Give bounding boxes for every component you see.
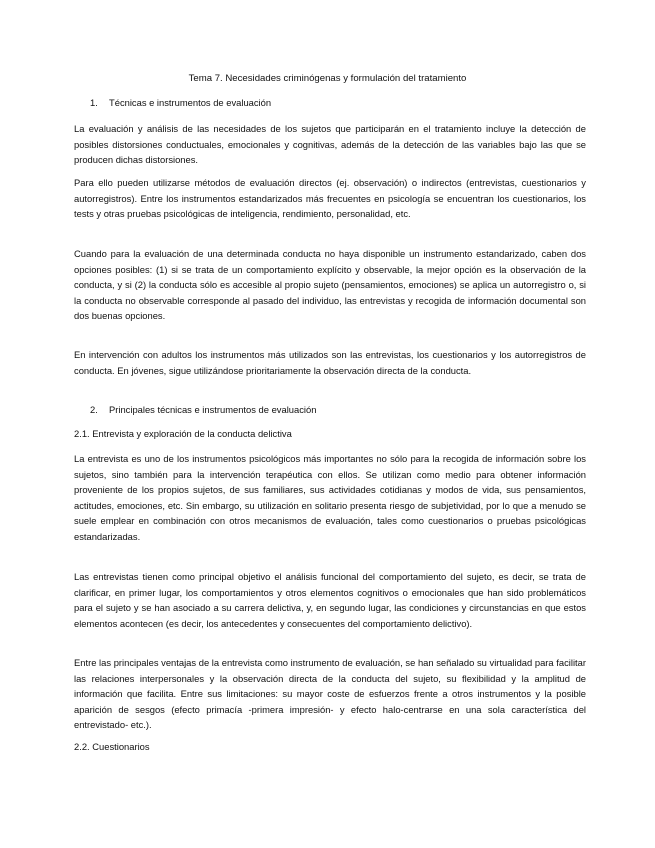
paragraph: La entrevista es uno de los instrumentos psicológicos más importantes no sólo para la recogida de información sobre los sujetos, sino también para la intervención terapéutica con ellos. Se utilizan como medio para obtener información proveniente de los propios sujetos, de sus familiares, sus actividades cotidianas y modos de vida, sus pensamientos, actitudes, emociones, etc. Sin embargo, su utilización en solitario presenta riesgo de subjetividad, por lo que a menudo se suele emplear en combinación con otros mecanismos de evaluación, tales como cuestionarios o pruebas psicológicas estandarizadas. xyxy=(74,453,586,542)
section-heading-2 xyxy=(90,404,316,415)
paragraph: En intervención con adultos los instrumentos más utilizados son las entrevistas, los cuestionarios y los autorregistros de conducta. En jóvenes, sigue utilizándose prioritariamente la observación directa de la conducta. xyxy=(74,349,586,376)
paragraph: Para ello pueden utilizarse métodos de evaluación directos (ej. observación) o indirectos (entrevistas, cuestionarios y autorregistros). Entre los instrumentos estandarizados más frecuentes en psicología se encuentran los cuestionarios, los tests y otras pruebas psicológicas de inteligencia, rendimiento, personalidad, etc. xyxy=(74,177,586,220)
section-heading-text: Principales técnicas e instrumentos de evaluación xyxy=(109,404,317,415)
subsection-heading: 2.1. Entrevista y exploración de la conducta delictiva xyxy=(74,428,292,439)
paragraph: Las entrevistas tienen como principal objetivo el análisis funcional del comportamiento del sujeto, es decir, se trata de clarificar, en primer lugar, los comportamientos y otros elementos cognitivos o emocionales que han sido problemáticos para el sujeto y se han asociado a su carrera delictiva, y, en segundo lugar, las condiciones y circunstancias en que estos elementos acontecen (es decir, los antecedentes y consecuentes del comportamiento delictivo). xyxy=(74,571,586,629)
paragraph: Entre las principales ventajas de la entrevista como instrumento de evaluación, se han señalado su virtualidad para facilitar las relaciones interpersonales y la observación directa de la conducta del sujeto, su flexibilidad y la amplitud de información que facilita. Entre sus limitaciones: su mayor coste de esfuerzos frente a otros instrumentos y la posible aparición de sesgos (efecto primacía -primera impresión- y efecto halo-centrarse en una sola característica del entrevistado- etc.). xyxy=(74,657,586,731)
section-number: 1. xyxy=(90,97,98,108)
subsection-heading: 2.2. Cuestionarios xyxy=(74,741,150,752)
document-title: Tema 7. Necesidades criminógenas y formulación del tratamiento xyxy=(188,73,467,84)
paragraph: La evaluación y análisis de las necesidades de los sujetos que participarán en el tratamiento incluye la detección de posibles distorsiones conductuales, emocionales y cognitivas, además de la detección de las variables bajo las que se producen dichas distorsiones. xyxy=(74,123,586,166)
section-heading-1 xyxy=(90,97,271,108)
paragraph: Cuando para la evaluación de una determinada conducta no haya disponible un instrumento estandarizado, caben dos opciones posibles: (1) si se trata de un comportamiento explícito y observable, la mejor opción es la observación de la conducta, y si (2) la conducta sólo es accesible al propio sujeto (pensamientos, emociones) se aplica un autorregistro o, si la conducta no observable corresponde al pasado del individuo, las entrevistas y recogida de información documental son dos buenas opciones. xyxy=(74,248,586,322)
section-heading-text: Técnicas e instrumentos de evaluación xyxy=(109,97,272,108)
section-number: 2. xyxy=(90,404,98,415)
